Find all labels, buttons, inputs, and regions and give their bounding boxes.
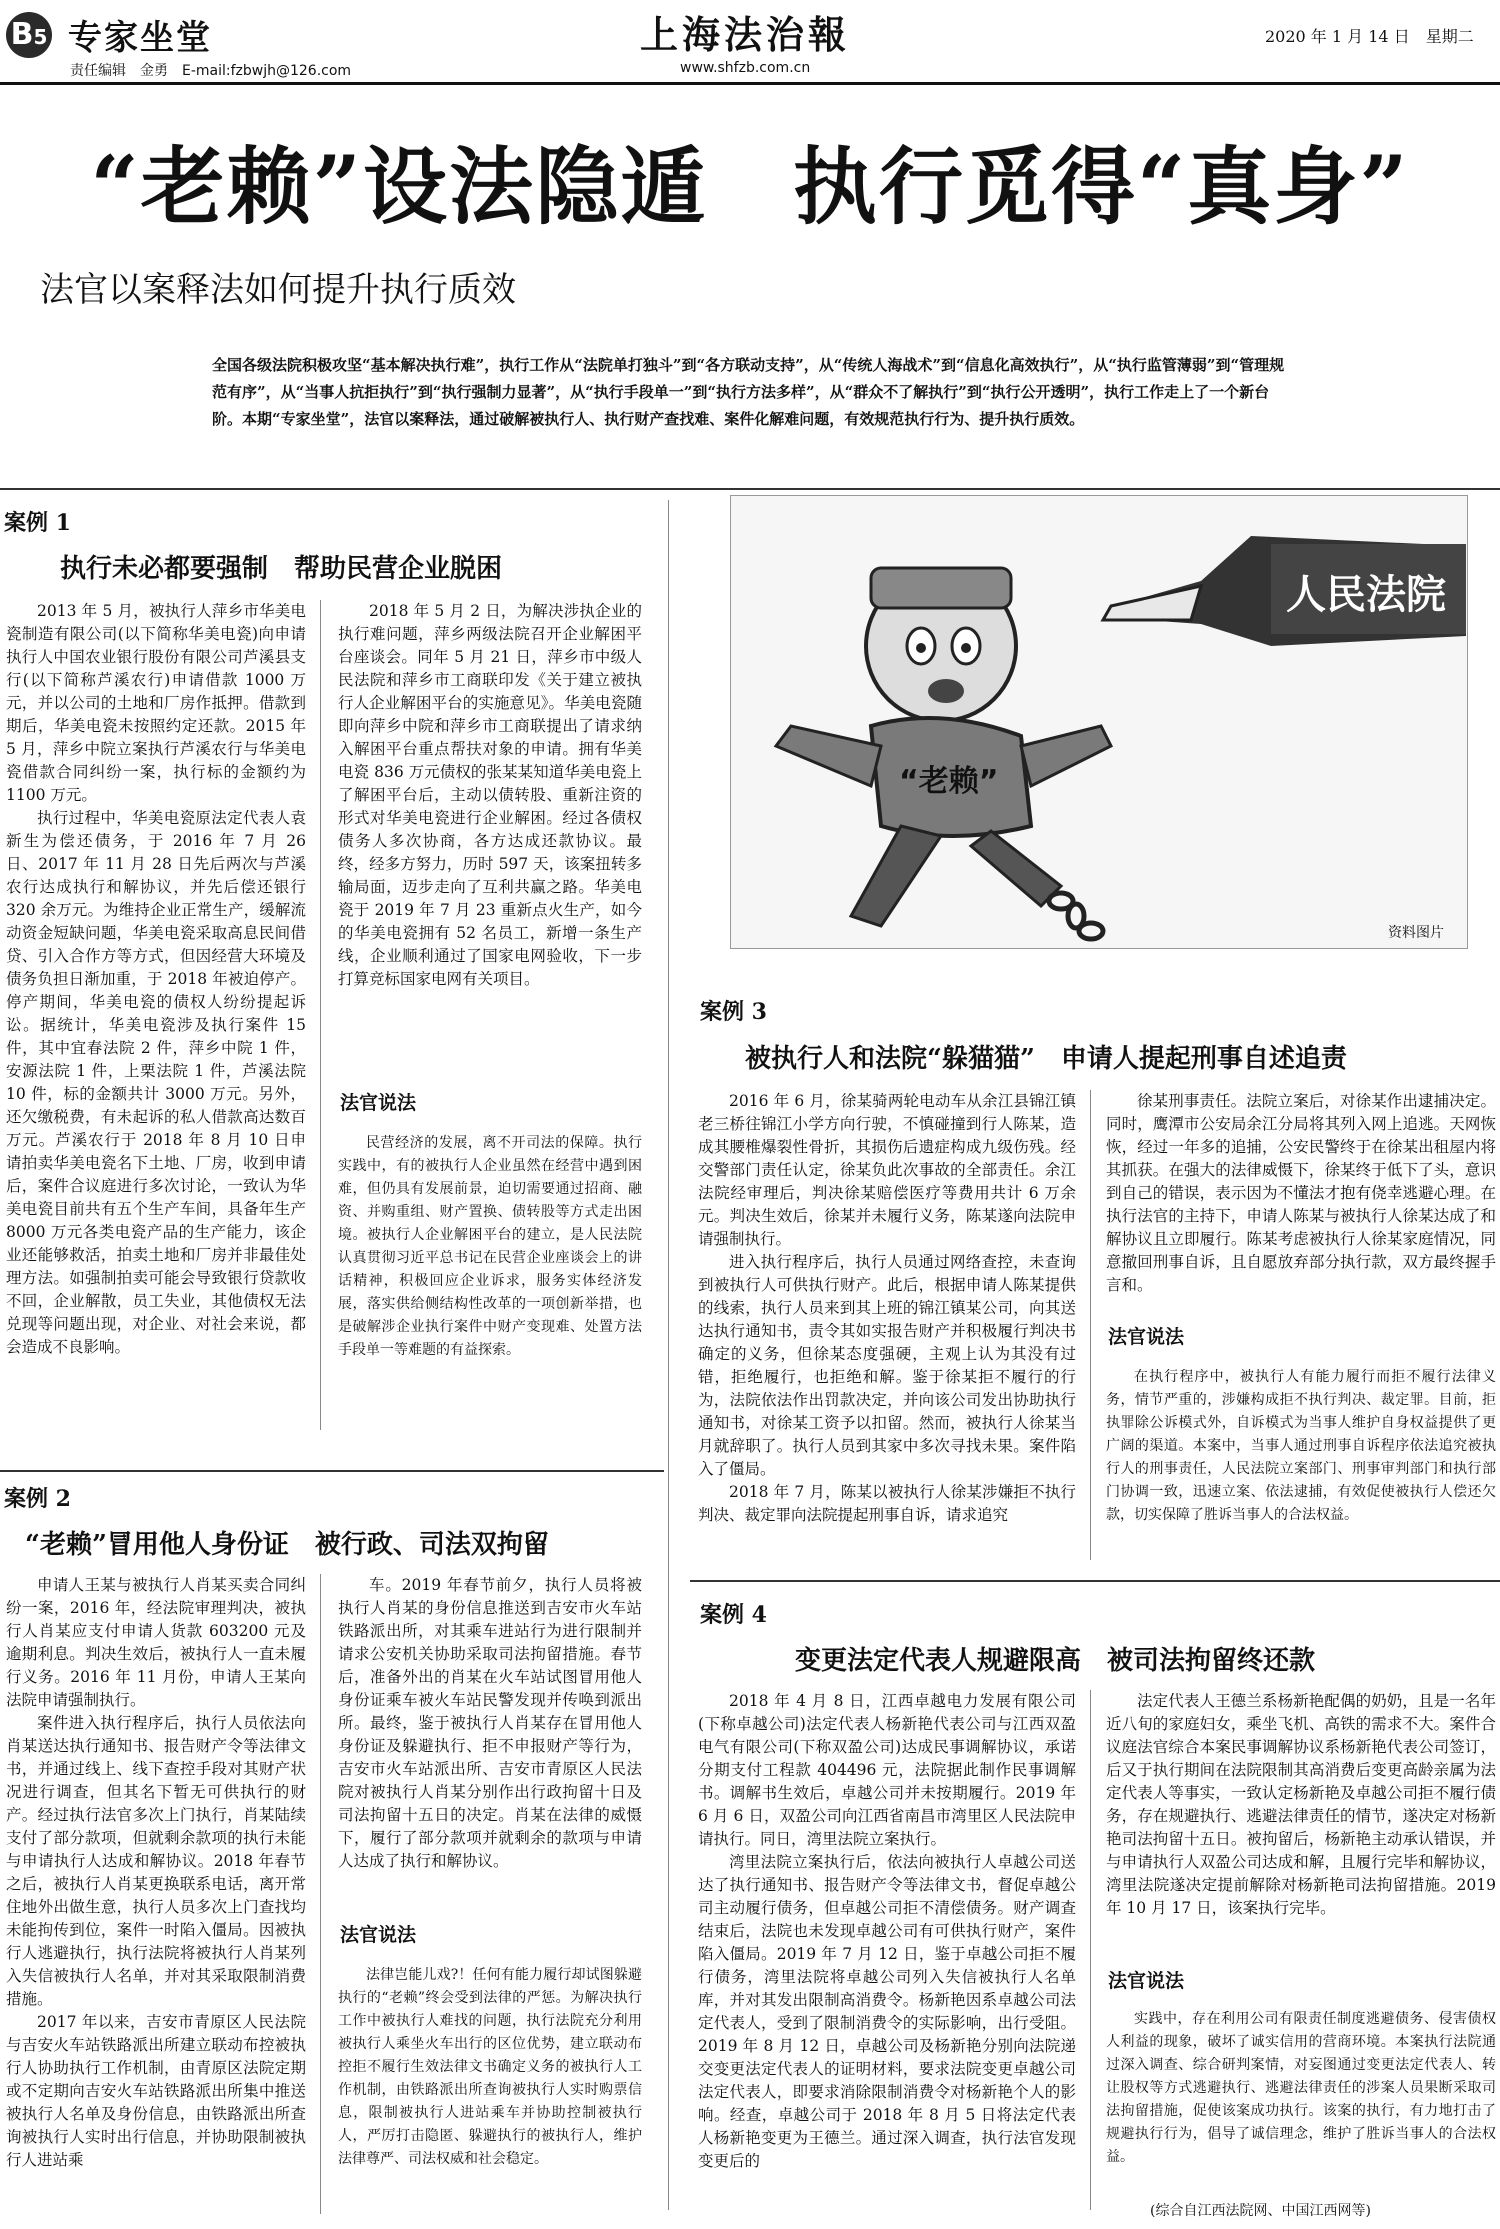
image-credit: 资料图片 [1388, 925, 1444, 941]
masthead-logo: 上海法治報 [640, 12, 851, 57]
paragraph: 实践中，存在利用公司有限责任制度逃避债务、侵害债权人利益的现象，破坏了诚实信用的营商环境。本案执行法院通过深入调查、综合研判案情，对妄图通过变更法定代表人、转让股权等方式逃避执行、逃避法律责任的涉案人员果断采取司法拘留措施，促使该案成功执行。该案的执行，有力地打击了规避执行行为，倡导了诚信理念，维护了胜诉当事人的合法权益。 [1106, 2011, 1496, 2165]
column-divider [1090, 1690, 1091, 2210]
paragraph: 执行过程中，华美电瓷原法定代表人袁新生为偿还债务，于 2016 年 7 月 26 日、2017 年 11 月 28 日先后两次与芦溪农行达成执行和解协议，并先后偿还银行 320 余万元。为维持企业正常生产，缓解流动资金短缺问题，华美电瓷采取高息民间借贷、引入合作方等方式，但因经营大环境及债务负担日渐加重，于 2018 年被迫停产。停产期间，华美电瓷的债权人纷纷提起诉讼。据统计，华美电瓷涉及执行案件 15 件，其中宜春法院 2 件，萍乡中院 1 件，安源法院 1 件，上栗法院 1 件，芦溪法院 10 件，标的金额共计 3000 万元。另外，还欠缴税费，有未起诉的私人借款高达数百万元。芦溪农行于 2018 年 8 月 10 日申请拍卖华美电瓷名下土地、厂房，收到申请后，案件合议庭进行多次讨论，一致认为华美电瓷目前共有五个生产车间，具备年生产 8000 万元各类电瓷产品的生产能力，该企业还能够救活，拍卖土地和厂房并非最佳处理方法。如强制拍卖可能会导致银行贷款收不回，企业解散，员工失业，其他债权无法兑现等问题出现，对企业、对社会来说，都会造成不良影响。 [6, 809, 306, 1356]
case4-label: 案例 4 [700, 1602, 767, 1628]
debtor-label: “老赖” [899, 764, 999, 799]
case1-title: 执行未必都要强制 帮助民营企业脱困 [60, 554, 503, 584]
subheadline: 法官以案释法如何提升执行质效 [40, 270, 516, 310]
case3-column-2 [1106, 1090, 1496, 1297]
page-number: 5 [33, 25, 48, 49]
source-note: (综合自江西法院网、中国江西网等) [1150, 2203, 1371, 2219]
column-divider [320, 1574, 321, 2214]
intro-paragraph: 全国各级法院积极攻坚“基本解决执行难”，执行工作从“法院单打独斗”到“各方联动支持”，从“传统人海战术”到“信息化高效执行”，从“执行监管薄弱”到“管理规范有序”，从“当事人抗拒执行”到“执行强制力显著”，从“执行手段单一”到“执行方法多样”，从“群众不了解执行”到“执行公开透明”，执行工作走上了一个新台阶。本期“专家坐堂”，法官以案释法，通过破解被执行人、执行财产查找难、案件化解难问题，有效规范执行行为、提升执行质效。 [212, 356, 1285, 428]
case2-label: 案例 2 [4, 1486, 71, 1512]
paragraph: 2013 年 5 月，被执行人萍乡市华美电瓷制造有限公司(以下简称华美电瓷)向申请执行人中国农业银行股份有限公司芦溪县支行(以下简称芦溪农行)申请借款 1000 万元，并以公司的土地和厂房作抵押。借款到期后，华美电瓷未按照约定还款。2015 年 5 月，萍乡中院立案执行芦溪农行与华美电瓷借款合同纠纷一案，执行标的金额约为 1100 万元。 [6, 602, 306, 804]
issue-date: 2020 年 1 月 14 日 星期二 [1265, 27, 1474, 46]
paragraph: 2018 年 7 月，陈某以被执行人徐某涉嫌拒不执行判决、裁定罪向法院提起刑事自诉，请求追究 [698, 1483, 1076, 1524]
case2-title: “老赖”冒用他人身份证 被行政、司法双拘留 [25, 1530, 549, 1560]
paragraph: 在执行程序中，被执行人有能力履行而拒不履行法律义务，情节严重的，涉嫌构成拒不执行判决、裁定罪。目前，拒执罪除公诉模式外，自诉模式为当事人维护自身权益提供了更广阔的渠道。本案中，当事人通过刑事自诉程序依法追究被执行人的刑事责任，人民法院立案部门、刑事审判部门和执行部门协调一致，迅速立案、依法逮捕，有效促使被执行人偿还欠款，切实保障了胜诉当事人的合法权益。 [1106, 1369, 1496, 1523]
case4-column-1 [698, 1690, 1076, 2173]
case1-comment-heading: 法官说法 [340, 1092, 417, 1114]
intro-rule [0, 488, 1500, 490]
case3-title: 被执行人和法院“躲猫猫” 申请人提起刑事自述追责 [745, 1044, 1347, 1074]
paragraph: 2018 年 4 月 8 日，江西卓越电力发展有限公司(下称卓越公司)法定代表人杨新艳代表公司与江西双盈电气有限公司(下称双盈公司)达成民事调解协议，承诺分期支付工程款 404496 元，法院据此制作民事调解书。调解书生效后，卓越公司并未按期履行。2019 年 6 月 6 日，双盈公司向江西省南昌市湾里区人民法院申请执行。同日，湾里法院立案执行。 [698, 1692, 1076, 1848]
paragraph: 民营经济的发展，离不开司法的保障。执行实践中，有的被执行人企业虽然在经营中遇到困难，但仍具有发展前景，迫切需要通过招商、融资、并购重组、财产置换、债转股等方式走出困境。被执行人企业解困平台的建立，是人民法院认真贯彻习近平总书记在民营企业座谈会上的讲话精神，积极回应企业诉求，服务实体经济发展，落实供给侧结构性改革的一项创新举措，也是破解涉企业执行案件中财产变现难、处置方法手段单一等难题的有益探索。 [338, 1135, 642, 1358]
case3-column-1 [698, 1090, 1076, 1527]
paragraph: 湾里法院立案执行后，依法向被执行人卓越公司送达了执行通知书、报告财产令等法律文书，督促卓越公司主动履行债务，但卓越公司拒不清偿债务。财产调查结束后，法院也未发现卓越公司有可供执行财产，案件陷入僵局。2019 年 7 月 12 日，鉴于卓越公司拒不履行债务，湾里法院将卓越公司列入失信被执行人名单库，并对其发出限制高消费令。杨新艳因系卓越公司法定代表人，受到了限制消费令的实际影响，出行受阻。2019 年 8 月 12 日，卓越公司及杨新艳分别向法院递交变更法定代表人的证明材料，要求法院变更卓越公司法定代表人，即要求消除限制消费令对杨新艳个人的影响。经查，卓越公司于 2018 年 8 月 5 日将法定代表人杨新艳变更为王德兰。通过深入调查，执行法官发现变更后的 [698, 1853, 1076, 2170]
case3-label: 案例 3 [700, 999, 767, 1025]
paragraph: 徐某刑事责任。法院立案后，对徐某作出逮捕决定。同时，鹰潭市公安局余江分局将其列入网上追逃。天网恢恢，经过一年多的追捕，公安民警终于在徐某出租屋内将其抓获。在强大的法律威慑下，徐某终于低下了头，意识到自己的错误，表示因为不懂法才抱有侥幸逃避心理。在执行法官的主持下，申请人陈某与被执行人徐某达成了和解协议且立即履行。陈某考虑被执行人徐某家庭情况，同意撤回刑事自诉，且自愿放弃部分执行款，双方最终握手言和。 [1106, 1092, 1496, 1294]
paragraph: 车。2019 年春节前夕，执行人员将被执行人肖某的身份信息推送到吉安市火车站铁路派出所，对其乘车进站行为进行限制并请求公安机关协助采取司法拘留措施。春节后，准备外出的肖某在火车站试图冒用他人身份证乘车被火车站民警发现并传唤到派出所。最终，鉴于被执行人肖某存在冒用他人身份证及躲避执行、拒不申报财产等行为，吉安市火车站派出所、吉安市青原区人民法院对被执行人肖某分别作出行政拘留十日及司法拘留十五日的决定。肖某在法律的威慑下，履行了部分款项并就剩余的款项与申请人达成了执行和解协议。 [338, 1576, 642, 1870]
case4-comment-heading: 法官说法 [1108, 1970, 1185, 1992]
paragraph: 法律岂能儿戏?！任何有能力履行却试图躲避执行的“老赖”终会受到法律的严惩。为解决执行工作中被执行人难找的问题，执行法院充分利用被执行人乘坐火车出行的区位优势，建立联动布控拒不履行生效法律文书确定义务的被执行人工作机制，由铁路派出所查询被执行人实时购票信息，限制被执行人进站乘车并协助控制被执行人，严厉打击隐匿、躲避执行的被执行人，维护法律尊严、司法权威和社会稳定。 [338, 1967, 642, 2167]
header-rule [0, 82, 1500, 85]
case3-comment [1106, 1366, 1496, 1527]
section-name: 专家坐堂 [68, 18, 212, 58]
case2-comment [338, 1964, 642, 2171]
paragraph: 2017 年以来，吉安市青原区人民法院与吉安火车站铁路派出所建立联动布控被执行人协助执行工作机制，由青原区法院定期或不定期向吉安火车站铁路派出所集中推送被执行人名单及身份信息，由铁路派出所查询被执行人实时出行信息，并协助限制被执行人进站乘 [6, 2013, 306, 2169]
paragraph: 2018 年 5 月 2 日，为解决涉执企业的执行难问题，萍乡两级法院召开企业解困平台座谈会。同年 5 月 21 日，萍乡市中级人民法院和萍乡市工商联印发《关于建立被执行人企业解困平台的实施意见》。华美电瓷随即向萍乡中院和萍乡市工商联提出了请求纳入解困平台重点帮扶对象的申请。拥有华美电瓷 836 万元债权的张某某知道华美电瓷上了解困平台后，主动以债转股、重新注资的形式对华美电瓷进行企业解困。经过各债权债务人多次协商，各方达成还款协议。最终，经多方努力，历时 597 天，该案扭转多输局面，迈步走向了互利共赢之路。华美电瓷于 2019 年 7 月 23 重新点火生产，如今的华美电瓷拥有 52 名员工，新增一条生产线，企业顺利通过了国家电网验收，下一步打算竞标国家电网有关项目。 [338, 602, 642, 988]
case1-label: 案例 1 [4, 510, 71, 536]
case2-rule [0, 1470, 664, 1472]
case4-column-2 [1106, 1690, 1496, 1920]
page-number-badge [6, 12, 52, 58]
case1-comment [338, 1132, 642, 1362]
editor-line: 责任编辑 金勇 E-mail:fzbwjh@126.com [70, 63, 352, 79]
paragraph: 2016 年 6 月，徐某骑两轮电动车从余江县锦江镇老三桥往锦江小学方向行驶，不慎碰撞到行人陈某，造成其腰椎爆裂性骨折，其损伤后遗症构成九级伤残。经交警部门责任认定，徐某负此次事故的全部责任。余江法院经审理后，判决徐某赔偿医疗等费用共计 6 万余元。判决生效后，徐某并未履行义务，陈某遂向法院申请强制执行。 [698, 1092, 1076, 1248]
case4-rule [690, 1580, 1500, 1582]
case3-comment-heading: 法官说法 [1108, 1326, 1185, 1348]
paragraph: 申请人王某与被执行人肖某买卖合同纠纷一案，2016 年，经法院审理判决，被执行人肖某应支付申请人货款 603200 元及逾期利息。判决生效后，被执行人一直未履行义务。2016 年 11 月份，申请人王某向法院申请强制执行。 [6, 1576, 306, 1709]
paragraph: 法定代表人王德兰系杨新艳配偶的奶奶，且是一名年近八旬的家庭妇女，乘坐飞机、高铁的需求不大。案件合议庭法官综合本案民事调解协议系杨新艳代表公司签订，后又于执行期间在法院限制其高消费后变更高龄亲属为法定代表人等事实，一致认定杨新艳及卓越公司拒不履行债务，存在规避执行、逃避法律责任的情节，遂决定对杨新艳司法拘留十五日。被拘留后，杨新艳主动承认错误，并与申请执行人双盈公司达成和解，且履行完毕和解协议，湾里法院遂决定提前解除对杨新艳司法拘留措施。2019 年 10 月 17 日，该案执行完毕。 [1106, 1692, 1496, 1917]
case1-column-1 [6, 600, 306, 1359]
column-divider [320, 600, 321, 1430]
site-url: www.shfzb.com.cn [680, 60, 811, 76]
paragraph: 进入执行程序后，执行人员通过网络查控，未查询到被执行人可供执行财产。此后，根据申请人陈某提供的线索，执行人员来到其上班的锦江镇某公司，向其送达执行通知书，责令其如实报告财产并积极履行判决书确定的义务，但徐某态度强硬，主观上认为其没有过错，拒绝履行，也拒绝和解。鉴于徐某拒不履行的行为，法院依法作出罚款决定，并向该公司发出协助执行通知书，对徐某工资予以扣留。然而，被执行人徐某当月就辞职了。执行人员到其家中多次寻找未果。案件陷入了僵局。 [698, 1253, 1076, 1478]
case4-title: 变更法定代表人规避限高 被司法拘留终还款 [795, 1646, 1316, 1676]
case1-column-2 [338, 600, 642, 991]
case2-column-2 [338, 1574, 642, 1873]
case4-comment [1106, 2008, 1496, 2169]
paragraph: 案件进入执行程序后，执行人员依法向肖某送达执行通知书、报告财产令等法律文书，并通过线上、线下查控手段对其财产状况进行调查，但其名下暂无可供执行的财产。经过执行法官多次上门执行，肖某陆续支付了部分款项，但就剩余款项的执行未能与申请执行人达成和解协议。2018 年春节之后，被执行人肖某更换联系电话，离开常住地外出做生意，执行人员多次上门查找均未能拘传到位，案件一时陷入僵局。因被执行人逃避执行，执行法院将被执行人肖某列入失信被执行人名单，并对其采取限制消费措施。 [6, 1714, 306, 2008]
cartoon-drawing [731, 496, 1467, 948]
case2-comment-heading: 法官说法 [340, 1924, 417, 1946]
page-letter: B [10, 17, 34, 52]
center-divider [668, 500, 669, 2210]
cartoon-illustration [730, 495, 1468, 949]
case2-column-1 [6, 1574, 306, 2172]
column-divider [1090, 1090, 1091, 1560]
court-label: 人民法院 [1286, 572, 1446, 618]
main-headline: “老赖”设法隐遁 执行觅得“真身” [90, 137, 1410, 236]
